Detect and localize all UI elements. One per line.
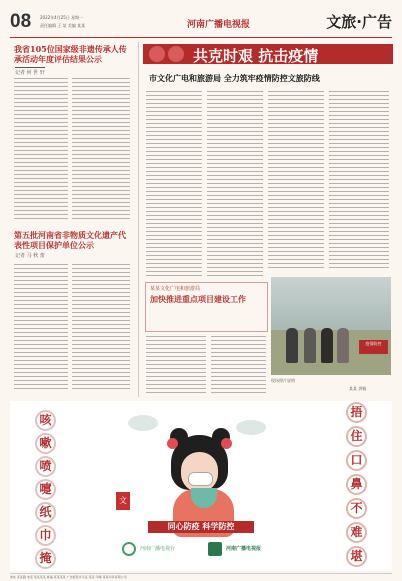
poster-character: 掩 [35,548,56,569]
hair-flower [167,438,178,449]
main-article-title: 市文化广电和旅游局 全力筑牢疫情防控文旅防线 [149,73,320,83]
left-logo-text: 河南广播电视台 [140,546,176,552]
poster-character: 巾 [35,525,56,546]
person-figure [337,328,349,363]
poster-character: 堪 [346,546,367,567]
page-number: 08 [10,11,32,32]
article-text-block [211,336,266,394]
footer-text: 地址 某某路 电话 某某某某 邮编 某某某某 广告经营许可证 某某 印刷 某某印务有限公司 [10,575,127,579]
right-logo-text: 河南广播电视报 [226,546,262,552]
poster-character: 鼻 [346,474,367,495]
article-text-block [329,91,389,270]
article-text-block [146,336,206,394]
article-text-block [72,78,130,220]
news-photo [271,277,391,375]
broadcast-logo-icon [122,542,136,556]
decorative-circle [149,46,165,62]
article-text-block [14,264,68,392]
person-figure [304,328,316,363]
article-text-block [72,264,130,392]
column-divider [138,42,139,397]
inset-kicker: 某某文化广电和旅游局 [150,286,201,292]
right-logo [208,541,282,559]
masked-woman-illustration [125,410,270,525]
page-footer [10,573,392,581]
left-slogan-column [31,410,60,571]
section-title: 文旅·广告 [326,13,392,31]
issue-date: 2022年4月25日 星期一 [40,15,84,20]
hair-flower [221,438,232,449]
editor-line: 责任编辑 王 某 美编 某某 [40,23,86,28]
photo-sky [271,277,391,332]
article-text-block [268,91,324,270]
poster-character: 嗽 [35,433,56,454]
decorative-circle [168,46,184,62]
banner-title: 共克时艰 抗击疫情 [193,47,319,65]
article-text-block [14,78,68,220]
person-figure [321,328,333,363]
poster-character: 不 [346,498,367,519]
left-article-title: 第五批河南省非物质文化遗产代表性项目保护单位公示 [14,230,126,250]
face-mask [188,472,213,486]
right-slogan-column [342,402,371,570]
inset-title: 加快推进重点项目建设工作 [150,294,246,304]
poster-character: 咳 [35,410,56,431]
article-text-block [207,91,263,279]
poster-character: 纸 [35,502,56,523]
cloud-shape [236,420,266,435]
left-article-source: 记者 何 世 轩 [15,67,45,76]
page-header [10,10,392,38]
poster-character: 嚏 [35,479,56,500]
poster-character: 捂 [346,402,367,423]
poster-character: 难 [346,522,367,543]
contributor-note: 某某 供稿 [349,386,367,391]
person-figure [286,328,298,363]
poster-character: 口 [346,450,367,471]
epidemic-banner [143,44,393,64]
newspaper-logo-icon [208,542,222,556]
epidemic-sign: 疫情防控 [359,340,388,354]
article-text-block [146,91,202,279]
left-logo [122,541,183,559]
photo-caption: 现场照片说明 [271,378,295,383]
poster-character: 喷 [35,456,56,477]
left-article-source: 记者 马 秋 蕾 [15,253,45,259]
red-seal-stamp: 文 [116,492,130,510]
poster-slogan: 同心防疫 科学防控 [148,521,254,533]
left-article-title: 我省105位国家级非遗传承人传承活动年度评估结果公示 [14,44,127,64]
newspaper-masthead: 河南广播电视报 [187,20,251,30]
inset-article-box [145,282,268,332]
cloud-shape [128,415,158,431]
poster-character: 住 [346,426,367,447]
